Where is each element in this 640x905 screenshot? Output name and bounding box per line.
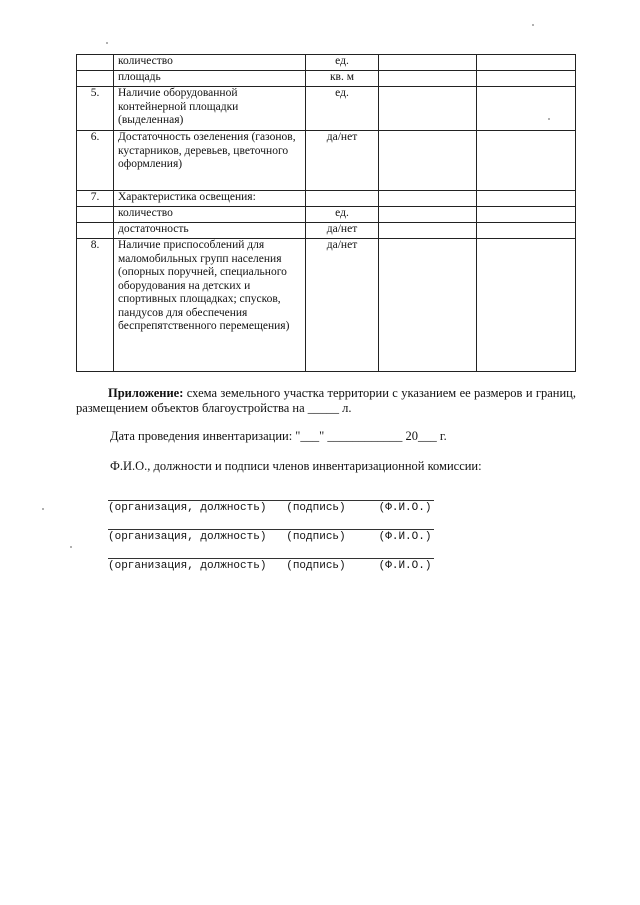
- commission-title: Ф.И.О., должности и подписи членов инвентаризационной комиссии:: [110, 459, 482, 473]
- inventory-date-line: Дата проведения инвентаризации: "___" ____________ 20___ г.: [110, 429, 447, 443]
- empty-cell: [379, 87, 477, 131]
- scan-speck: [42, 508, 44, 510]
- row-unit: [306, 191, 379, 207]
- empty-cell: [379, 207, 477, 223]
- row-name: Наличие оборудованной контейнерной площадки (выделенная): [114, 87, 306, 131]
- inventory-table: [76, 54, 576, 372]
- signature-caption: (организация, должность) (подпись) (Ф.И.О.): [108, 531, 432, 543]
- table-row: [77, 71, 576, 87]
- signature-line: [108, 500, 434, 501]
- empty-cell: [379, 55, 477, 71]
- signature-block: [108, 558, 434, 572]
- row-name: Характеристика освещения:: [114, 191, 306, 207]
- row-name: Наличие приспособлений для маломобильных групп населения (опорных поручней, специального оборудования на детских и спортивных площадках; спусков, пандусов для обеспечения беспрепятственного перемещения): [114, 239, 306, 372]
- appendix-label: Приложение:: [108, 386, 184, 400]
- signature-block: [108, 500, 434, 514]
- signature-line: [108, 529, 434, 530]
- table-row: [77, 55, 576, 71]
- table-row: [77, 131, 576, 191]
- row-number: [77, 223, 114, 239]
- row-name: Достаточность озеленения (газонов, кустарников, деревьев, цветочного оформления): [114, 131, 306, 191]
- empty-cell: [477, 131, 576, 191]
- empty-cell: [477, 207, 576, 223]
- row-unit: ед.: [306, 207, 379, 223]
- empty-cell: [477, 191, 576, 207]
- appendix-note: [76, 386, 576, 416]
- row-unit: да/нет: [306, 131, 379, 191]
- row-number: [77, 71, 114, 87]
- empty-cell: [477, 71, 576, 87]
- scan-speck: [532, 24, 534, 26]
- table-row: [77, 223, 576, 239]
- empty-cell: [477, 223, 576, 239]
- empty-cell: [379, 131, 477, 191]
- row-unit: да/нет: [306, 239, 379, 372]
- table-row: [77, 87, 576, 131]
- scan-speck: [70, 546, 72, 548]
- row-name: площадь: [114, 71, 306, 87]
- scan-speck: [106, 42, 108, 44]
- signature-caption: (организация, должность) (подпись) (Ф.И.О.): [108, 502, 432, 514]
- empty-cell: [379, 223, 477, 239]
- row-unit: кв. м: [306, 71, 379, 87]
- empty-cell: [477, 239, 576, 372]
- signature-block: [108, 529, 434, 543]
- row-unit: ед.: [306, 55, 379, 71]
- appendix-text: схема земельного участка территории с указанием ее размеров и границ, размещением объектов благоустройства на _____ л.: [76, 386, 576, 415]
- row-number: [77, 207, 114, 223]
- table-row: [77, 191, 576, 207]
- signature-caption: (организация, должность) (подпись) (Ф.И.О.): [108, 560, 432, 572]
- empty-cell: [379, 71, 477, 87]
- table-row: [77, 239, 576, 372]
- row-number: 7.: [77, 191, 114, 207]
- row-number: [77, 55, 114, 71]
- row-unit: да/нет: [306, 223, 379, 239]
- row-unit: ед.: [306, 87, 379, 131]
- table-row: [77, 207, 576, 223]
- row-name: количество: [114, 207, 306, 223]
- scan-speck: [548, 118, 550, 120]
- row-number: 6.: [77, 131, 114, 191]
- row-name: достаточность: [114, 223, 306, 239]
- signature-line: [108, 558, 434, 559]
- empty-cell: [477, 87, 576, 131]
- row-number: 5.: [77, 87, 114, 131]
- row-name: количество: [114, 55, 306, 71]
- empty-cell: [477, 55, 576, 71]
- empty-cell: [379, 239, 477, 372]
- row-number: 8.: [77, 239, 114, 372]
- empty-cell: [379, 191, 477, 207]
